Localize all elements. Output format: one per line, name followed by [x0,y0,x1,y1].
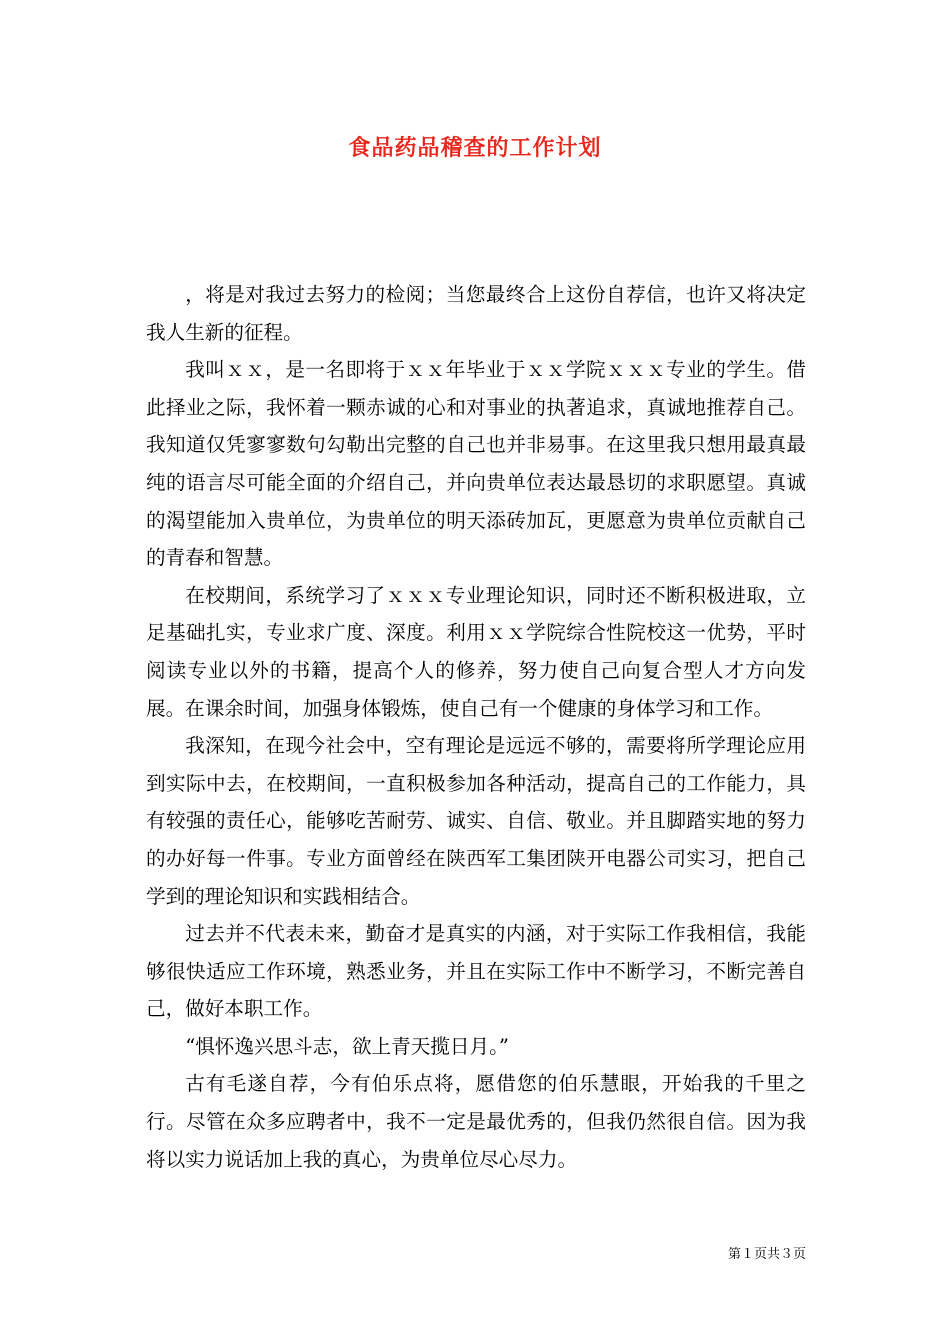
quote-paragraph: “惧怀逸兴思斗志，欲上青天揽日月。” [185,1034,509,1058]
paragraph-2: 我叫ｘｘ，是一名即将于ｘｘ年毕业于ｘｘ学院ｘｘｘ专业的学生。借此择业之际，我怀着一颗赤诚的心和对事业的执著追求，真诚地推荐自己。我知道仅凭寥寥数句勾勒出完整的自己也并非易事。在这里我只想用最真最纯的语言尽可能全面的介绍自己，并向贵单位表达最恳切的求职愿望。真诚的渴望能加入贵单位，为贵单位的明天添砖加瓦，更愿意为贵单位贡献自己的青春和智慧。 [146,358,806,570]
paragraph-3: 在校期间，系统学习了ｘｘｘ专业理论知识，同时还不断积极进取，立足基础扎实，专业求广度、深度。利用ｘｘ学院综合性院校这一优势，平时阅读专业以外的书籍，提高个人的修养，努力使自己向复合型人才方向发展。在课余时间，加强身体锻炼，使自己有一个健康的身体学习和工作。 [146,583,806,720]
paragraph-7: 古有毛遂自荐，今有伯乐点将，愿借您的伯乐慧眼，开始我的千里之行。尽管在众多应聘者中，我不一定是最优秀的，但我仍然很自信。因为我将以实力说话加上我的真心，为贵单位尽心尽力。 [146,1072,806,1171]
document-title: 食品药品稽查的工作计划 [348,135,602,161]
paragraph-1: ，将是对我过去努力的检阅；当您最终合上这份自荐信，也许又将决定我人生新的征程。 [146,283,806,344]
paragraph-4: 我深知，在现今社会中，空有理论是远远不够的，需要将所学理论应用到实际中去，在校期间，一直积极参加各种活动，提高自己的工作能力，具有较强的责任心，能够吃苦耐劳、诚实、自信、敬业。并且脚踏实地的努力的办好每一件事。专业方面曾经在陕西军工集团陕开电器公司实习，把自己学到的理论知识和实践相结合。 [146,734,806,908]
page-number-footer: 第１页共３页 [727,1247,806,1262]
paragraph-5: 过去并不代表未来，勤奋才是真实的内涵，对于实际工作我相信，我能够很快适应工作环境，熟悉业务，并且在实际工作中不断学习，不断完善自己，做好本职工作。 [146,922,806,1021]
document-body [146,276,806,1178]
